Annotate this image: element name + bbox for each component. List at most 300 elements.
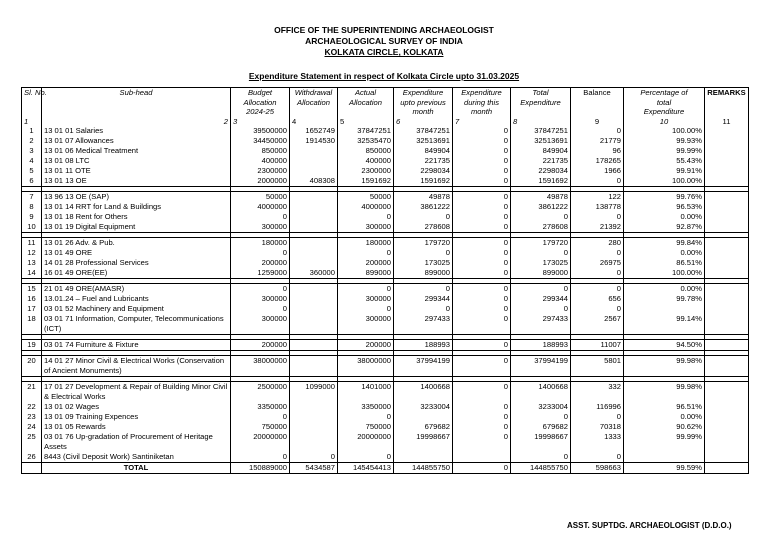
cell-exp-month: 0 [453,222,511,233]
cell-pct: 99.84% [624,238,705,249]
cell-total: 1400668 [511,382,571,403]
cell-sl [22,463,42,474]
cell-pct: 99.91% [624,166,705,176]
cell-remarks [705,382,749,403]
col-balance: Balance [571,88,624,117]
cell-subhead: 14 01 27 Minor Civil & Electrical Works (Conservation of Ancient Monuments) [42,356,231,377]
cell-remarks [705,192,749,203]
cell-exp-prev: 179720 [394,238,453,249]
cell-exp-month: 0 [453,294,511,304]
cell-subhead: 13 01 13 OE [42,176,231,187]
cell-exp-prev: 679682 [394,422,453,432]
cell-subhead: 13 01 07 Allowances [42,136,231,146]
cell-balance: 5801 [571,356,624,377]
table-row [22,340,749,351]
cell-withdrawal [290,146,338,156]
cell-actual: 200000 [338,258,394,268]
cell-sl: 20 [22,356,42,377]
cell-exp-prev: 32513691 [394,136,453,146]
cell-total: 0 [511,284,571,295]
cell-total: 173025 [511,258,571,268]
total-withdrawal: 5434587 [290,463,338,474]
cell-budget: 750000 [231,422,290,432]
cell-budget: 50000 [231,192,290,203]
cell-budget: 300000 [231,294,290,304]
table-row [22,136,749,146]
cell-exp-month: 0 [453,432,511,452]
cell-balance: 116996 [571,402,624,412]
cell-total: 899000 [511,268,571,279]
col-subhead: Sub-head [42,88,231,117]
cell-subhead: 17 01 27 Development & Repair of Building Minor Civil & Electrical Works [42,382,231,403]
cell-exp-month: 0 [453,340,511,351]
cell-budget: 20000000 [231,432,290,452]
total-remarks [705,463,749,474]
cell-actual: 750000 [338,422,394,432]
signature-designation: ASST. SUPTDG. ARCHAEOLOGIST (D.D.O.) [567,521,732,530]
cell-remarks [705,452,749,463]
cell-sl: 18 [22,314,42,335]
cell-total: 849904 [511,146,571,156]
cell-withdrawal [290,192,338,203]
cell-total: 1591692 [511,176,571,187]
cell-total: 221735 [511,156,571,166]
cell-exp-prev [394,452,453,463]
cell-total: 0 [511,452,571,463]
cell-subhead: 13 01 11 OTE [42,166,231,176]
col-number: 11 [705,117,749,127]
cell-budget: 2500000 [231,382,290,403]
col-remarks: REMARKS [705,88,749,117]
cell-subhead: 13 01 19 Digital Equipment [42,222,231,233]
cell-withdrawal [290,248,338,258]
cell-remarks [705,136,749,146]
cell-exp-prev: 37994199 [394,356,453,377]
cell-actual: 899000 [338,268,394,279]
cell-sl: 10 [22,222,42,233]
cell-sl: 12 [22,248,42,258]
table-row [22,202,749,212]
total-balance: 598663 [571,463,624,474]
col-exp-month: Expenditure during this month [453,88,511,117]
cell-balance: 122 [571,192,624,203]
cell-sl: 2 [22,136,42,146]
cell-balance: 2567 [571,314,624,335]
cell-remarks [705,222,749,233]
cell-pct: 94.50% [624,340,705,351]
cell-withdrawal [290,284,338,295]
cell-withdrawal [290,402,338,412]
cell-subhead: 13 01 14 RRT for Land & Buildings [42,202,231,212]
cell-pct: 90.62% [624,422,705,432]
cell-subhead: 03 01 52 Machinery and Equipment [42,304,231,314]
cell-balance: 0 [571,212,624,222]
cell-exp-prev: 188993 [394,340,453,351]
cell-budget: 0 [231,248,290,258]
total-row [22,463,749,474]
table-row [22,212,749,222]
cell-pct: 99.78% [624,294,705,304]
cell-remarks [705,146,749,156]
cell-sl: 21 [22,382,42,403]
cell-budget: 300000 [231,222,290,233]
cell-subhead: 21 01 49 ORE(AMASR) [42,284,231,295]
cell-balance: 0 [571,126,624,136]
cell-exp-month [453,452,511,463]
cell-balance: 26975 [571,258,624,268]
cell-pct: 99.99% [624,432,705,452]
col-withdrawal: Withdrawal Allocation [290,88,338,117]
table-row [22,268,749,279]
cell-remarks [705,294,749,304]
table-row [22,432,749,452]
cell-exp-month: 0 [453,402,511,412]
cell-subhead: 13 01 49 ORE [42,248,231,258]
cell-withdrawal: 1652749 [290,126,338,136]
cell-exp-prev: 3233004 [394,402,453,412]
cell-withdrawal [290,314,338,335]
cell-actual: 180000 [338,238,394,249]
cell-balance: 0 [571,412,624,422]
cell-actual: 1591692 [338,176,394,187]
cell-exp-month: 0 [453,166,511,176]
col-number: 6 [394,117,453,127]
table-row [22,356,749,377]
col-sl: Sl. No. [22,88,42,117]
cell-subhead: 13 96 13 OE (SAP) [42,192,231,203]
cell-subhead: 13 01 18 Rent for Others [42,212,231,222]
cell-pct: 0.00% [624,248,705,258]
cell-exp-month: 0 [453,422,511,432]
cell-pct: 99.98% [624,356,705,377]
cell-exp-month: 0 [453,176,511,187]
total-budget: 150889000 [231,463,290,474]
cell-withdrawal [290,356,338,377]
col-number: 10 [624,117,705,127]
cell-withdrawal [290,294,338,304]
cell-budget: 1259000 [231,268,290,279]
cell-exp-month: 0 [453,268,511,279]
cell-remarks [705,284,749,295]
cell-remarks [705,126,749,136]
cell-budget: 200000 [231,258,290,268]
cell-exp-month: 0 [453,412,511,422]
cell-pct: 100.00% [624,268,705,279]
cell-actual: 32535470 [338,136,394,146]
cell-balance: 70318 [571,422,624,432]
cell-withdrawal: 360000 [290,268,338,279]
cell-balance: 0 [571,268,624,279]
cell-withdrawal: 1914530 [290,136,338,146]
cell-sl: 1 [22,126,42,136]
cell-withdrawal [290,166,338,176]
cell-exp-month: 0 [453,126,511,136]
cell-sl: 8 [22,202,42,212]
cell-withdrawal: 408308 [290,176,338,187]
total-exp-prev: 144855750 [394,463,453,474]
table-row [22,304,749,314]
cell-total: 0 [511,248,571,258]
total-expenditure: 144855750 [511,463,571,474]
cell-sl: 26 [22,452,42,463]
cell-exp-month: 0 [453,156,511,166]
cell-balance: 178265 [571,156,624,166]
cell-actual: 300000 [338,314,394,335]
cell-exp-month: 0 [453,356,511,377]
cell-budget: 0 [231,284,290,295]
cell-exp-month: 0 [453,304,511,314]
table-row [22,294,749,304]
cell-exp-prev: 1400668 [394,382,453,403]
cell-actual: 1401000 [338,382,394,403]
cell-total: 3861222 [511,202,571,212]
cell-actual: 300000 [338,294,394,304]
total-label: TOTAL [42,463,231,474]
cell-subhead: 13 01 05 Rewards [42,422,231,432]
cell-budget: 0 [231,412,290,422]
cell-remarks [705,304,749,314]
cell-budget: 3350000 [231,402,290,412]
cell-actual: 37847251 [338,126,394,136]
cell-total: 299344 [511,294,571,304]
cell-total: 49878 [511,192,571,203]
cell-withdrawal [290,258,338,268]
cell-actual: 50000 [338,192,394,203]
cell-exp-prev: 0 [394,304,453,314]
cell-remarks [705,402,749,412]
cell-exp-month: 0 [453,146,511,156]
cell-exp-prev: 1591692 [394,176,453,187]
cell-subhead: 03 01 74 Furniture & Fixture [42,340,231,351]
cell-withdrawal: 1099000 [290,382,338,403]
cell-actual: 0 [338,452,394,463]
cell-balance: 138778 [571,202,624,212]
cell-pct [624,304,705,314]
cell-total: 0 [511,412,571,422]
table-row [22,192,749,203]
cell-total: 37847251 [511,126,571,136]
cell-actual: 38000000 [338,356,394,377]
cell-sl: 22 [22,402,42,412]
cell-total: 179720 [511,238,571,249]
cell-budget: 180000 [231,238,290,249]
cell-balance: 332 [571,382,624,403]
cell-exp-prev: 297433 [394,314,453,335]
table-row [22,126,749,136]
cell-exp-prev: 0 [394,212,453,222]
cell-budget: 4000000 [231,202,290,212]
cell-sl: 6 [22,176,42,187]
cell-sl: 17 [22,304,42,314]
cell-withdrawal: 0 [290,452,338,463]
table-row [22,248,749,258]
cell-remarks [705,238,749,249]
cell-withdrawal [290,340,338,351]
table-row [22,222,749,233]
cell-remarks [705,314,749,335]
column-number-row [22,117,749,127]
cell-subhead: 13 01 06 Medical Treatment [42,146,231,156]
cell-pct: 99.99% [624,146,705,156]
cell-withdrawal [290,212,338,222]
cell-budget: 0 [231,452,290,463]
cell-sl: 7 [22,192,42,203]
cell-exp-month: 0 [453,382,511,403]
cell-balance: 0 [571,248,624,258]
cell-exp-prev: 899000 [394,268,453,279]
cell-total: 32513691 [511,136,571,146]
cell-total: 2298034 [511,166,571,176]
col-number: 5 [338,117,394,127]
cell-balance: 11007 [571,340,624,351]
cell-pct: 96.51% [624,402,705,412]
cell-sl: 14 [22,268,42,279]
cell-balance: 21392 [571,222,624,233]
cell-exp-month: 0 [453,212,511,222]
cell-pct: 92.87% [624,222,705,233]
cell-pct: 0.00% [624,212,705,222]
cell-sl: 23 [22,412,42,422]
cell-exp-prev: 221735 [394,156,453,166]
cell-budget: 2000000 [231,176,290,187]
cell-pct: 0.00% [624,412,705,422]
cell-exp-prev: 173025 [394,258,453,268]
cell-actual: 0 [338,248,394,258]
cell-exp-month: 0 [453,248,511,258]
table-row [22,412,749,422]
cell-sl: 5 [22,166,42,176]
cell-exp-prev: 37847251 [394,126,453,136]
cell-subhead: 13 01 09 Training Expences [42,412,231,422]
cell-pct: 86.51% [624,258,705,268]
cell-exp-month: 0 [453,192,511,203]
cell-remarks [705,268,749,279]
cell-total: 278608 [511,222,571,233]
cell-actual: 3350000 [338,402,394,412]
cell-remarks [705,422,749,432]
cell-balance: 280 [571,238,624,249]
cell-actual: 0 [338,284,394,295]
cell-sl: 9 [22,212,42,222]
cell-sl: 24 [22,422,42,432]
cell-withdrawal [290,202,338,212]
cell-balance: 21779 [571,136,624,146]
cell-actual: 0 [338,212,394,222]
cell-total: 0 [511,304,571,314]
table-row [22,382,749,403]
cell-exp-month: 0 [453,284,511,295]
col-number: 7 [453,117,511,127]
cell-sl: 25 [22,432,42,452]
cell-subhead: 03 01 71 Information, Computer, Telecommunications (ICT) [42,314,231,335]
cell-remarks [705,412,749,422]
cell-remarks [705,202,749,212]
table-row [22,284,749,295]
cell-subhead: 13.01.24 – Fuel and Lubricants [42,294,231,304]
table-row [22,452,749,463]
cell-subhead: 8443 (Civil Deposit Work) Santiniketan [42,452,231,463]
cell-total: 297433 [511,314,571,335]
cell-total: 0 [511,212,571,222]
cell-withdrawal [290,432,338,452]
cell-pct: 100.00% [624,176,705,187]
cell-subhead: 14 01 28 Professional Services [42,258,231,268]
col-budget: Budget Allocation 2024-25 [231,88,290,117]
cell-withdrawal [290,412,338,422]
cell-exp-month: 0 [453,202,511,212]
cell-pct: 55.43% [624,156,705,166]
table-row [22,258,749,268]
col-pct: Percentage of total Expenditure [624,88,705,117]
cell-pct: 99.93% [624,136,705,146]
cell-actual: 850000 [338,146,394,156]
cell-budget: 300000 [231,314,290,335]
cell-pct: 99.14% [624,314,705,335]
cell-withdrawal [290,222,338,233]
cell-remarks [705,356,749,377]
col-total: Total Expenditure [511,88,571,117]
col-number: 8 [511,117,571,127]
cell-pct: 99.76% [624,192,705,203]
cell-subhead: 03 01 76 Up-gradation of Procurement of Heritage Assets [42,432,231,452]
cell-subhead: 13 01 02 Wages [42,402,231,412]
total-actual: 145454413 [338,463,394,474]
cell-sl: 13 [22,258,42,268]
cell-actual: 0 [338,412,394,422]
table-row [22,314,749,335]
cell-budget: 850000 [231,146,290,156]
table-row [22,166,749,176]
table-row [22,238,749,249]
cell-exp-month: 0 [453,258,511,268]
col-number: 3 [231,117,290,127]
cell-subhead: 13 01 26 Adv. & Pub. [42,238,231,249]
cell-budget: 400000 [231,156,290,166]
cell-pct [624,452,705,463]
table-row [22,176,749,187]
cell-balance: 0 [571,176,624,187]
cell-budget: 39500000 [231,126,290,136]
cell-sl: 19 [22,340,42,351]
cell-pct: 100.00% [624,126,705,136]
col-actual: Actual Allocation [338,88,394,117]
cell-remarks [705,432,749,452]
cell-budget: 0 [231,212,290,222]
cell-withdrawal [290,422,338,432]
col-number: 9 [571,117,624,127]
cell-pct: 0.00% [624,284,705,295]
col-number: 4 [290,117,338,127]
cell-actual: 20000000 [338,432,394,452]
cell-budget: 0 [231,304,290,314]
cell-withdrawal [290,238,338,249]
cell-subhead: 13 01 01 Salaries [42,126,231,136]
cell-sl: 15 [22,284,42,295]
cell-remarks [705,212,749,222]
cell-total: 19998667 [511,432,571,452]
table-body [22,126,749,474]
statement-title: Expenditure Statement in respect of Kolkata Circle upto 31.03.2025 [248,71,520,81]
cell-exp-prev: 2298034 [394,166,453,176]
cell-sl: 16 [22,294,42,304]
cell-exp-month: 0 [453,314,511,335]
total-exp-month: 0 [453,463,511,474]
cell-balance: 1966 [571,166,624,176]
cell-actual: 4000000 [338,202,394,212]
cell-sl: 3 [22,146,42,156]
cell-budget: 38000000 [231,356,290,377]
cell-budget: 34450000 [231,136,290,146]
